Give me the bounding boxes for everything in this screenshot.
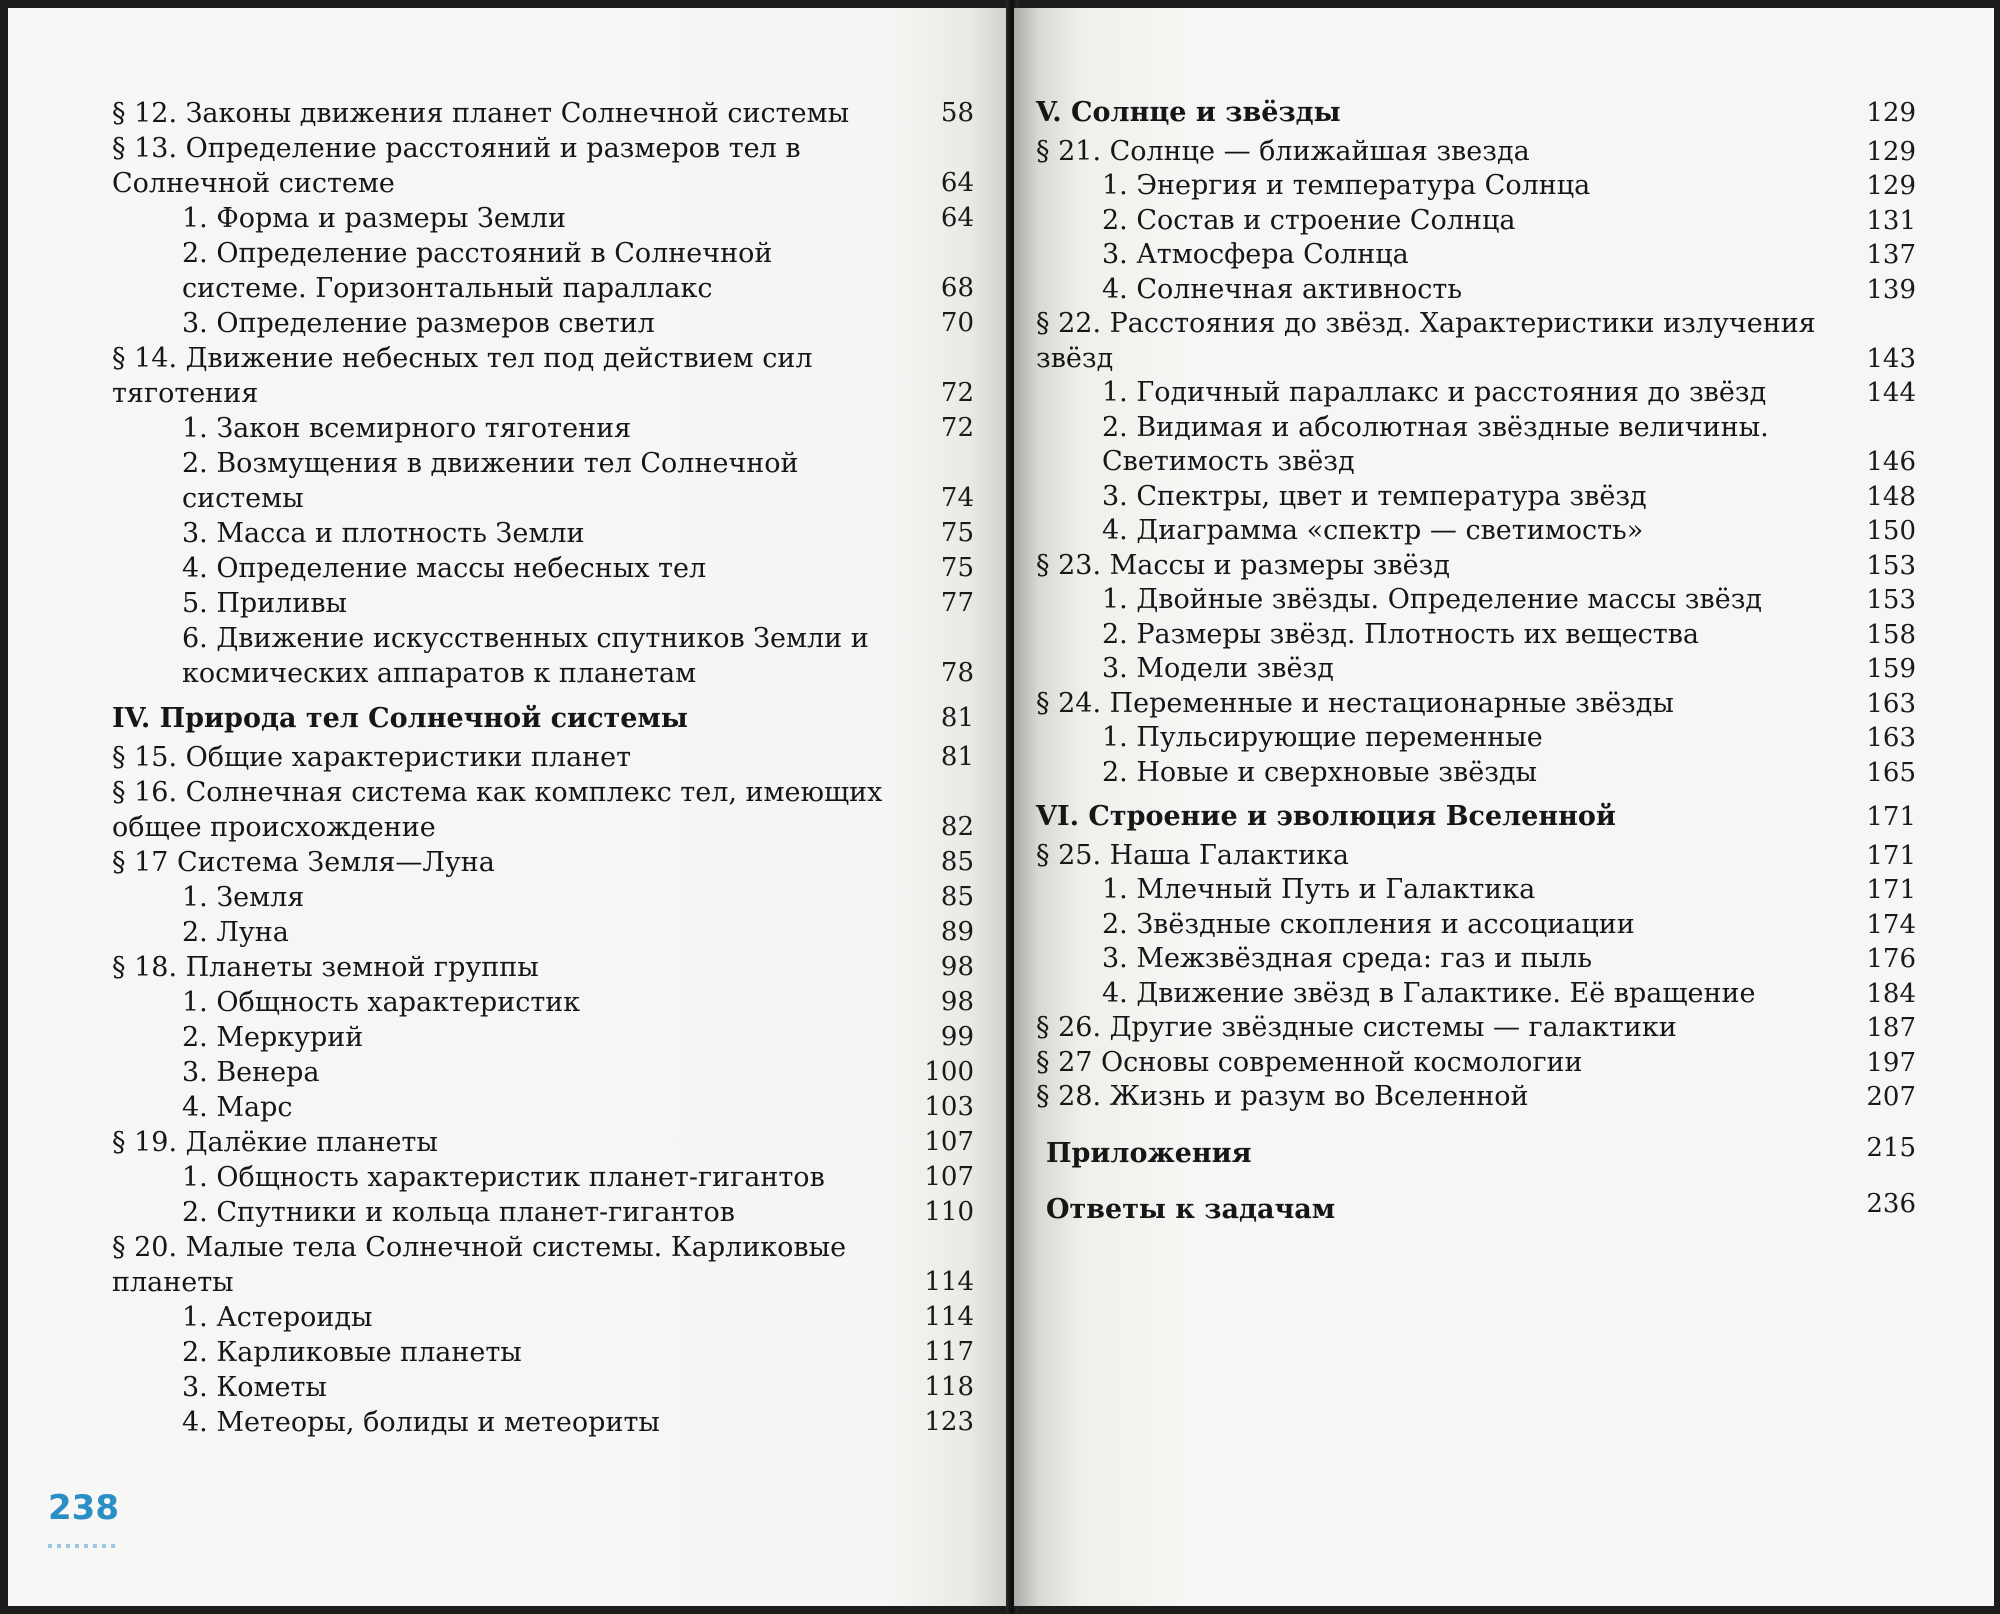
toc-entry-title: § 23. Массы и размеры звёзд: [1036, 549, 1450, 581]
toc-entry-page: 100: [924, 1057, 974, 1087]
toc-entry-title: 6. Движение искусственных спутников Земли и космических аппаратов к планетам: [182, 623, 869, 689]
toc-entry-page: 75: [940, 518, 974, 548]
toc-entry-page: 236: [1866, 1189, 1916, 1219]
toc-entry: [1036, 411, 1916, 480]
toc-entry-page: 150: [1866, 516, 1916, 546]
toc-entry-title: 4. Метеоры, болиды и метеориты: [182, 1407, 660, 1438]
toc-entry: [112, 1090, 974, 1125]
toc-entry-page: 158: [1866, 619, 1916, 650]
toc-entry-title: § 26. Другие звёздные системы — галактики: [1036, 1012, 1677, 1043]
toc-entry: [112, 551, 974, 586]
toc-entry-page: 146: [1866, 447, 1916, 477]
toc-entry-page: 85: [940, 882, 974, 912]
toc-entry-title: 3. Определение размеров светил: [182, 308, 655, 339]
toc-entry: [112, 740, 974, 775]
toc-entry: [1036, 687, 1916, 722]
toc-entry-title: Ответы к задачам: [1046, 1194, 1336, 1225]
toc-entry-page: 72: [940, 378, 974, 408]
toc-entry-page: 137: [1866, 240, 1916, 270]
toc-entry: [1036, 307, 1916, 376]
toc-entry-page: 129: [1866, 98, 1916, 128]
toc-entry-page: 74: [940, 483, 974, 513]
toc-entry-title: § 12. Законы движения планет Солнечной системы: [112, 98, 850, 129]
toc-entry: [1036, 1132, 1916, 1172]
toc-entry-title: § 22. Расстояния до звёзд. Характеристики излучения звёзд: [1036, 308, 1816, 374]
toc-entry-page: 103: [924, 1092, 974, 1122]
toc-entry: [1036, 480, 1916, 515]
toc-entry-title: 2. Новые и сверхновые звёзды: [1102, 756, 1538, 788]
toc-entry: [1036, 549, 1916, 584]
toc-entry: [112, 1055, 974, 1090]
toc-entry: [1036, 1011, 1916, 1046]
toc-entry: [1036, 839, 1916, 874]
toc-entry-page: 139: [1866, 274, 1916, 305]
toc-entry-title: § 14. Движение небесных тел под действием сил тяготения: [112, 343, 813, 409]
toc-entry-title: 3. Венера: [182, 1057, 320, 1088]
toc-entry-page: 165: [1866, 757, 1916, 788]
toc-entry-title: 3. Спектры, цвет и температура звёзд: [1102, 480, 1647, 512]
toc-entry-page: 70: [940, 308, 974, 338]
toc-entry-title: 1. Закон всемирного тяготения: [182, 413, 632, 444]
toc-entry: [1036, 583, 1916, 618]
toc-entry: [1036, 942, 1916, 977]
toc-entry: [1036, 96, 1916, 131]
toc-entry-title: 1. Млечный Путь и Галактика: [1102, 874, 1536, 905]
toc-entry-title: IV. Природа тел Солнечной системы: [112, 703, 688, 734]
toc-entry-page: 82: [940, 812, 974, 842]
toc-entry-page: 174: [1866, 909, 1916, 940]
toc-entry: [112, 915, 974, 950]
toc-entry: [112, 201, 974, 236]
toc-entry-page: 75: [940, 553, 974, 583]
toc-entry: [1036, 908, 1916, 943]
toc-entry-title: § 17 Система Земля—Луна: [112, 847, 495, 878]
toc-entry-title: 1. Пульсирующие переменные: [1102, 722, 1543, 753]
toc-entry-title: 2. Состав и строение Солнца: [1102, 204, 1516, 236]
toc-entry-title: 2. Видимая и абсолютная звёздные величины. Светимость звёзд: [1102, 411, 1769, 477]
toc-entry: [112, 1125, 974, 1160]
toc-entry-title: § 28. Жизнь и разум во Вселенной: [1036, 1081, 1529, 1112]
toc-entry: [112, 1370, 974, 1405]
page-number-ornament: [48, 1544, 118, 1548]
toc-entry-page: 197: [1866, 1047, 1916, 1078]
toc-entry-page: 107: [924, 1127, 974, 1157]
toc-entry-title: 3. Модели звёзд: [1102, 653, 1334, 684]
toc-entry-title: 1. Энергия и температура Солнца: [1102, 170, 1591, 201]
toc-entry: [1036, 800, 1916, 835]
toc-entry: [112, 621, 974, 691]
toc-entry: [112, 446, 974, 516]
toc-entry: [112, 950, 974, 985]
toc-entry: [1036, 514, 1916, 549]
toc-entry-page: 64: [940, 203, 974, 233]
toc-entry: [112, 96, 974, 131]
toc-entry-title: 2. Меркурий: [182, 1022, 364, 1053]
toc-entry-title: 2. Звёздные скопления и ассоциации: [1102, 908, 1635, 940]
toc-entry-page: 215: [1866, 1132, 1916, 1163]
toc-entry: [112, 880, 974, 915]
toc-entry-title: § 15. Общие характеристики планет: [112, 742, 632, 773]
toc-entry-title: 4. Солнечная активность: [1102, 273, 1463, 305]
toc-entry-page: 110: [924, 1197, 974, 1227]
toc-entry-page: 143: [1866, 343, 1916, 374]
toc-entry-title: 1. Форма и размеры Земли: [182, 203, 566, 234]
toc-entry-page: 78: [940, 658, 974, 688]
toc-entry: [112, 701, 974, 736]
toc-entry: [112, 1335, 974, 1370]
toc-entry-title: § 20. Малые тела Солнечной системы. Карликовые планеты: [112, 1232, 847, 1298]
toc-entry-page: 159: [1866, 654, 1916, 684]
toc-entry-title: 1. Общность характеристик: [182, 987, 581, 1018]
toc-entry-page: 117: [924, 1337, 974, 1367]
toc-entry-title: 3. Межзвёздная среда: газ и пыль: [1102, 943, 1593, 974]
toc-entry: [112, 845, 974, 880]
toc-entry: [1036, 135, 1916, 170]
toc-entry-page: 98: [940, 987, 974, 1017]
toc-list-right: [1036, 96, 1916, 1240]
toc-entry-page: 98: [940, 952, 974, 982]
toc-entry-title: 4. Определение массы небесных тел: [182, 553, 707, 584]
toc-entry-title: 4. Диаграмма «спектр — светимость»: [1102, 515, 1644, 546]
toc-entry-page: 99: [940, 1022, 974, 1052]
left-page: [8, 8, 1010, 1606]
toc-entry-page: 118: [924, 1372, 974, 1402]
toc-entry-title: 3. Масса и плотность Земли: [182, 518, 585, 549]
toc-entry-page: 176: [1866, 944, 1916, 974]
toc-entry: [112, 411, 974, 446]
toc-entry-page: 72: [940, 413, 974, 443]
toc-entry-title: 5. Приливы: [182, 588, 348, 619]
toc-entry: [112, 341, 974, 411]
toc-entry-title: 2. Определение расстояний в Солнечной системе. Горизонтальный параллакс: [182, 238, 773, 304]
toc-list-left: [112, 96, 974, 1440]
toc-entry-page: 77: [940, 588, 974, 618]
toc-entry: [1036, 238, 1916, 273]
toc-entry: [112, 516, 974, 551]
toc-entry-page: 129: [1866, 136, 1916, 167]
toc-entry: [1036, 756, 1916, 791]
toc-entry: [1036, 652, 1916, 687]
toc-entry-title: 1. Астероиды: [182, 1302, 373, 1333]
toc-entry-title: V. Солнце и звёзды: [1036, 97, 1341, 128]
toc-entry-page: 89: [940, 917, 974, 947]
toc-entry: [112, 1020, 974, 1055]
toc-entry-page: 129: [1866, 171, 1916, 201]
toc-entry-page: 81: [940, 742, 974, 772]
toc-entry-page: 144: [1866, 378, 1916, 408]
toc-entry: [1036, 273, 1916, 308]
toc-entry-page: 153: [1866, 550, 1916, 581]
toc-entry: [1036, 169, 1916, 204]
toc-entry-title: 1. Двойные звёзды. Определение массы звёзд: [1102, 584, 1763, 615]
toc-entry-page: 68: [940, 273, 974, 303]
toc-entry-page: 123: [924, 1407, 974, 1437]
toc-entry: [1036, 376, 1916, 411]
toc-entry-page: 163: [1866, 688, 1916, 719]
toc-entry-title: § 24. Переменные и нестационарные звёзды: [1036, 687, 1674, 719]
toc-entry-page: 58: [940, 98, 974, 128]
toc-entry-page: 114: [924, 1267, 974, 1297]
toc-entry: [1036, 1189, 1916, 1228]
toc-entry-page: 171: [1866, 802, 1916, 832]
toc-entry: [112, 1405, 974, 1440]
toc-entry-page: 85: [940, 847, 974, 877]
toc-entry-page: 207: [1866, 1082, 1916, 1112]
toc-entry: [1036, 721, 1916, 756]
toc-entry-title: § 18. Планеты земной группы: [112, 952, 539, 983]
toc-entry: [1036, 204, 1916, 239]
toc-entry-page: 184: [1866, 978, 1916, 1009]
toc-entry-page: 148: [1866, 481, 1916, 512]
toc-entry: [112, 1300, 974, 1335]
toc-entry-title: § 13. Определение расстояний и размеров тел в Солнечной системе: [112, 133, 801, 199]
toc-entry-page: 153: [1866, 585, 1916, 615]
toc-entry-title: 3. Кометы: [182, 1372, 327, 1403]
toc-entry-title: § 21. Солнце — ближайшая звезда: [1036, 135, 1530, 167]
toc-entry-title: Приложения: [1046, 1137, 1252, 1169]
toc-entry-page: 187: [1866, 1013, 1916, 1043]
page-number: 238: [48, 1488, 119, 1528]
toc-entry: [112, 586, 974, 621]
toc-entry: [1036, 1080, 1916, 1115]
toc-entry-page: 107: [924, 1162, 974, 1192]
toc-entry: [112, 131, 974, 201]
toc-entry-title: 1. Общность характеристик планет-гигантов: [182, 1162, 825, 1193]
right-page: [1014, 8, 1994, 1606]
toc-entry: [1036, 873, 1916, 908]
toc-entry-title: 3. Атмосфера Солнца: [1102, 239, 1409, 270]
toc-entry-page: 131: [1866, 205, 1916, 236]
toc-entry: [112, 1195, 974, 1230]
toc-entry: [112, 1230, 974, 1300]
toc-entry-page: 171: [1866, 875, 1916, 905]
toc-entry-page: 114: [924, 1302, 974, 1332]
toc-entry-title: § 16. Солнечная система как комплекс тел, имеющих общее происхождение: [112, 777, 883, 843]
toc-entry-title: § 27 Основы современной космологии: [1036, 1046, 1583, 1078]
toc-entry-title: 2. Размеры звёзд. Плотность их вещества: [1102, 618, 1699, 650]
toc-entry-page: 64: [940, 168, 974, 198]
toc-entry: [1036, 618, 1916, 653]
toc-entry: [1036, 1046, 1916, 1081]
toc-entry-title: 1. Годичный параллакс и расстояния до звёзд: [1102, 377, 1767, 408]
toc-entry: [112, 775, 974, 845]
toc-entry-title: § 19. Далёкие планеты: [112, 1127, 438, 1158]
toc-entry-title: 1. Земля: [182, 882, 305, 913]
toc-entry: [112, 985, 974, 1020]
toc-entry: [1036, 977, 1916, 1012]
toc-entry-title: 2. Карликовые планеты: [182, 1337, 522, 1368]
toc-entry-title: § 25. Наша Галактика: [1036, 839, 1350, 871]
toc-entry-title: VI. Строение и эволюция Вселенной: [1036, 801, 1616, 832]
toc-entry: [112, 236, 974, 306]
toc-entry-title: 2. Спутники и кольца планет-гигантов: [182, 1197, 735, 1228]
toc-entry-title: 4. Марс: [182, 1092, 293, 1123]
toc-entry-page: 81: [940, 703, 974, 733]
toc-entry-title: 4. Движение звёзд в Галактике. Её вращение: [1102, 977, 1756, 1009]
toc-entry: [112, 306, 974, 341]
toc-entry-page: 171: [1866, 840, 1916, 871]
toc-entry-title: 2. Луна: [182, 917, 289, 948]
toc-entry: [112, 1160, 974, 1195]
toc-entry-title: 2. Возмущения в движении тел Солнечной системы: [182, 448, 799, 514]
toc-entry-page: 163: [1866, 723, 1916, 753]
